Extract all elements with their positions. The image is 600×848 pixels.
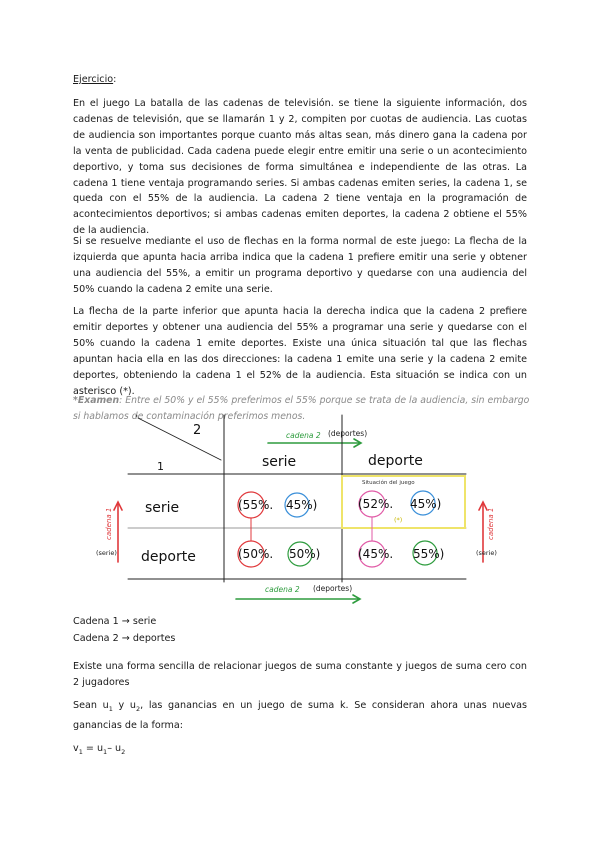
top-arrow-label: cadena 2 xyxy=(286,431,321,440)
formula-v: v xyxy=(73,743,79,754)
formula-eq-u: = u xyxy=(82,743,104,754)
cell-ss-p1: (55%. xyxy=(238,498,274,512)
right-paren: (serie) xyxy=(476,549,497,557)
paragraph-constant-sum: Existe una forma sencilla de relacionar juegos de suma constante y juegos de suma cero con 2 jugadores xyxy=(73,661,527,688)
cell-dd-p2: 55%) xyxy=(413,547,445,561)
paragraph-arrows-bottom: La flecha de la parte inferior que apunta hacia la derecha indica que la cadena 2 prefiere emitir deportes y obtener una audiencia del 55% a programar una serie y quedarse con el 50% cuando la cadena 1 emite deportes. Existe una única situación tal que las flechas apuntan hacia ella en las dos direcciones: la cadena 1 emite una serie y la cadena 2 emite deportes, obteniendo la cadena 1 el 52% de la audiencia. Esta situación se indica con un asterisco (*). xyxy=(73,306,527,397)
bottom-arrow-paren: (deportes) xyxy=(313,584,353,593)
formula-sub-v1: 1 xyxy=(78,747,83,756)
formula-sub-u2: 2 xyxy=(121,747,126,756)
gains-text-e: , las ganancias en un juego de suma k. Se consideran ahora unas nuevas ganancias de la forma: xyxy=(73,700,527,731)
exam-note-label: *Examen xyxy=(73,395,120,406)
cell-sd-p2: 45%) xyxy=(410,497,442,511)
right-arrow-label: cadena 1 xyxy=(487,507,495,540)
gains-sub-1: 1 xyxy=(108,704,113,713)
row-deporte-label: deporte xyxy=(141,549,196,565)
gains-sub-2: 2 xyxy=(135,704,141,713)
exam-note-text: : Entre el 50% y el 55% preferimos el 55% porque se trata de la audiencia, sin embargo si hablamos de contaminación preferimos menos. xyxy=(73,395,530,422)
diag-line xyxy=(138,418,221,460)
cell-ss-p2: 45%) xyxy=(286,498,318,512)
player-col-label: 2 xyxy=(193,423,202,438)
top-arrow-paren: (deportes) xyxy=(328,429,368,438)
paragraph-arrows-left: Si se resuelve mediante el uso de flechas en la forma normal de este juego: La flecha de la izquierda que apunta hacia arriba indica que la cadena 1 prefiere emitir una serie y obtener una audiencia del 55%, a emitir un programa deportivo y quedarse con una audiencia del 50% cuando la cadena 2 emite una serie. xyxy=(73,236,527,295)
formula-minus-u: – u xyxy=(107,743,122,754)
formula-sub-u1: 1 xyxy=(103,747,108,756)
paragraph-gains xyxy=(73,698,527,734)
heading-text: Ejercicio xyxy=(73,74,114,85)
paragraph-intro: En el juego La batalla de las cadenas de televisión. se tiene la siguiente información, dos cadenas de televisión, que se llamarán 1 y 2, compiten por cuotas de audiencia. Las cuotas de audiencia son importantes porque cuanto más altas sean, más dinero gana la cadena por la venta de publicidad. Cada cadena puede elegir entre emitir una serie o un acontecimiento deportivo, y toma sus decisiones de forma simultánea e independiente de las otras. La cadena 1 tiene ventaja programando series. Si ambas cadenas emiten series, la cadena 1, se queda con el 55% de la audiencia. La cadena 2 tiene ventaja en la programación de acontecimientos deportivos; si ambas cadenas emiten deportes, la cadena 2 obtiene el 55% de la audiencia. xyxy=(73,98,527,237)
player-row-label: 1 xyxy=(157,460,164,473)
cell-dd-p1: (45%. xyxy=(358,547,394,561)
left-paren: (serie) xyxy=(96,549,117,557)
bottom-arrow-label: cadena 2 xyxy=(265,585,300,594)
cell-ds-p1: (50%. xyxy=(238,547,274,561)
col-serie-label: serie xyxy=(262,454,297,470)
col-deporte-label: deporte xyxy=(368,453,423,469)
heading-colon: : xyxy=(113,74,117,85)
line-cadena1: Cadena 1 → serie xyxy=(73,616,157,627)
left-arrow-label: cadena 1 xyxy=(105,507,113,540)
equilibrium-note: Situación del juego xyxy=(362,480,415,486)
equilibrium-asterisk: (*) xyxy=(394,516,403,524)
line-cadena2: Cadena 2 → deportes xyxy=(73,633,176,644)
cell-ds-p2: 50%) xyxy=(289,547,321,561)
row-serie-label: serie xyxy=(145,500,180,516)
gains-text-a: Sean u xyxy=(73,700,109,711)
formula xyxy=(73,743,125,756)
cell-sd-p1: (52%. xyxy=(358,497,394,511)
gains-text-c: y u xyxy=(112,700,136,711)
